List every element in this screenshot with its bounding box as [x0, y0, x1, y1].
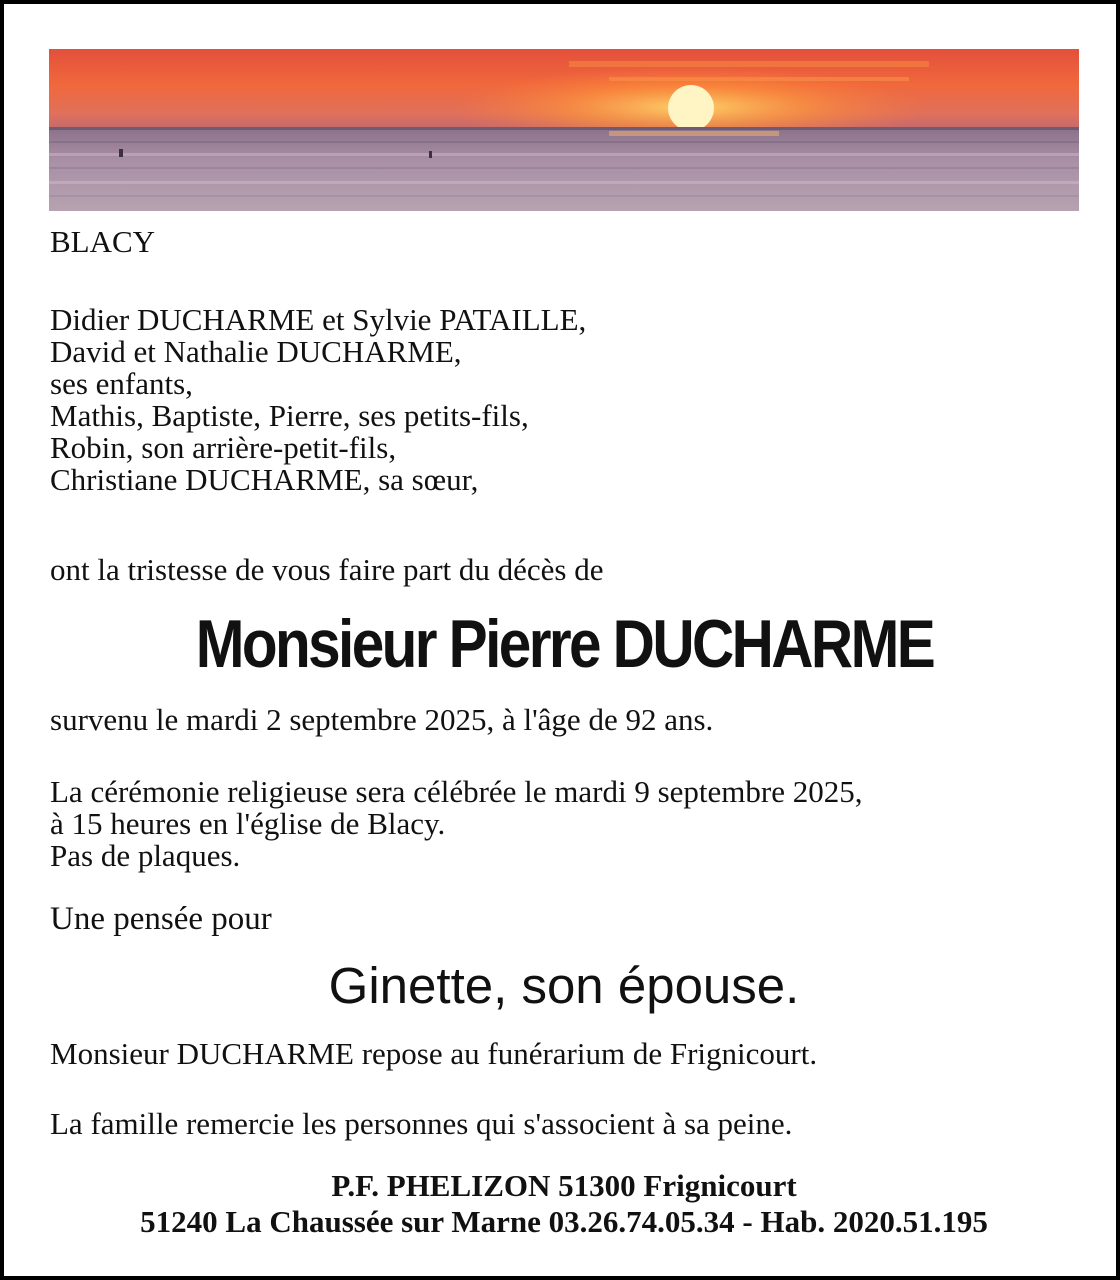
ceremony-line: à 15 heures en l'église de Blacy.: [50, 806, 446, 841]
death-info: survenu le mardi 2 septembre 2025, à l'âge de 92 ans.: [50, 702, 714, 737]
family-line: Mathis, Baptiste, Pierre, ses petits-fils,: [50, 398, 529, 433]
family-line: Didier DUCHARME et Sylvie PATAILLE,: [50, 302, 587, 337]
sunset-sea-photo: [49, 49, 1079, 211]
family-list: [50, 304, 586, 496]
announcement-text: ont la tristesse de vous faire part du décès de: [50, 552, 604, 587]
funeral-home-contact: 51240 La Chaussée sur Marne 03.26.74.05.34 - Hab. 2020.51.195: [140, 1204, 988, 1239]
ceremony-line: La cérémonie religieuse sera célébrée le mardi 9 septembre 2025,: [50, 774, 863, 809]
ceremony-line: Pas de plaques.: [50, 838, 241, 873]
thought-intro: Une pensée pour: [50, 901, 272, 937]
family-line: Robin, son arrière-petit-fils,: [50, 430, 397, 465]
family-line: ses enfants,: [50, 366, 193, 401]
funeral-home-name: P.F. PHELIZON 51300 Frignicourt: [331, 1168, 797, 1203]
ceremony-info: [50, 776, 863, 872]
deceased-name: Monsieur Pierre DUCHARME: [195, 606, 934, 682]
thanks-text: La famille remercie les personnes qui s'associent à sa peine.: [50, 1106, 793, 1141]
place-name: BLACY: [50, 224, 156, 259]
spouse-name: Ginette, son épouse.: [328, 957, 800, 1014]
family-line: David et Nathalie DUCHARME,: [50, 334, 462, 369]
family-line: Christiane DUCHARME, sa sœur,: [50, 462, 479, 497]
rest-place: Monsieur DUCHARME repose au funérarium de Frignicourt.: [50, 1036, 818, 1071]
